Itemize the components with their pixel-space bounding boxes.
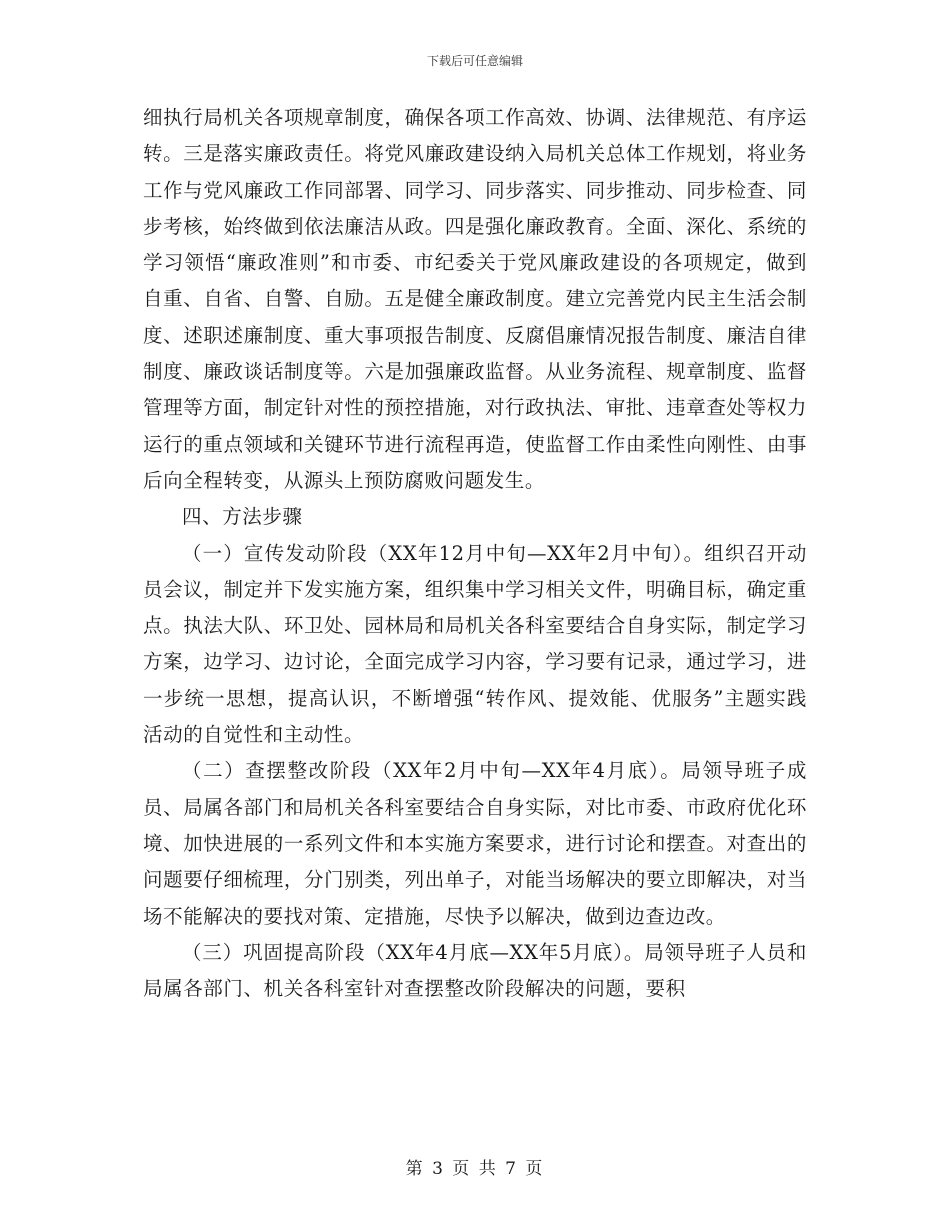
body-paragraph: （三）巩固提高阶段（XX年4月底—XX年5月底）。局领导班子人员和局属各部门、机关各科室针对查摆整改阶段解决的问题，要积 (143, 940, 807, 1001)
body-paragraph: （二）查摆整改阶段（XX年2月中旬—XX年4月底）。局领导班子成员、局属各部门和局机关各科室要结合自身实际，对比市委、市政府优化环境、加快进展的一系列文件和本实施方案要求，进行讨论和摆查。对查出的问题要仔细梳理，分门别类，列出单子，对能当场解决的要立即解决，对当场不能解决的要找对策、定措施，尽快予以解决，做到边查边改。 (143, 759, 807, 928)
page-number: 第 3 页 共 7 页 (405, 1159, 545, 1179)
body-paragraph: 细执行局机关各项规章制度，确保各项工作高效、协调、法律规范、有序运转。三是落实廉政责任。将党风廉政建设纳入局机关总体工作规划，将业务工作与党风廉政工作同部署、同学习、同步落实、同步推动、同步检查、同步考核，始终做到依法廉洁从政。四是强化廉政教育。全面、深化、系统的学习领悟“廉政准则”和市委、市纪委关于党风廉政建设的各项规定，做到自重、自省、自警、自励。五是健全廉政制度。建立完善党内民主生活会制度、述职述廉制度、重大事项报告制度、反腐倡廉情况报告制度、廉洁自律制度、廉政谈话制度等。六是加强廉政监督。从业务流程、规章制度、监督管理等方面，制定针对性的预控措施，对行政执法、审批、违章查处等权力运行的重点领域和关键环节进行流程再造，使监督工作由柔性向刚性、由事后向全程转变，从源头上预防腐败问题发生。 (143, 106, 807, 492)
section-heading: 四、方法步骤 (182, 505, 303, 529)
document-body (143, 100, 807, 1007)
body-paragraph: （一）宣传发动阶段（XX年12月中旬—XX年2月中旬）。组织召开动员会议，制定并下发实施方案，组织集中学习相关文件，明确目标，确定重点。执法大队、环卫处、园林局和局机关各科室要结合自身实际，制定学习方案，边学习、边讨论，全面完成学习内容，学习要有记录，通过学习，进一步统一思想，提高认识，不断增强“转作风、提效能、优服务”主题实践活动的自觉性和主动性。 (143, 541, 807, 747)
page-header: 下载后可任意编辑 (426, 54, 523, 68)
